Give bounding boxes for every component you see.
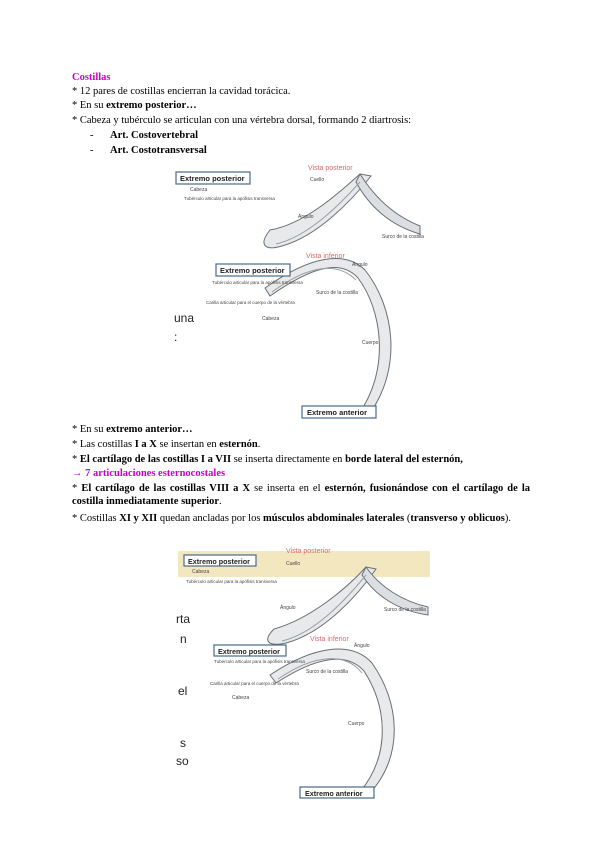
bold-span: músculos abdominales laterales [263,513,405,524]
label-cabeza-2: Cabeza [262,316,280,322]
bold-span: El cartílago de las costillas I a VII [79,454,232,465]
label-cuerpo: Cuerpo [362,340,379,346]
label-cuello: Cuello [310,177,325,183]
label-tuberculo: Tubérculo articular para la apófisis transversa [186,579,277,584]
bold-span: XI y XII [119,513,158,524]
bold-span: borde lateral del esternón, [345,454,463,465]
text-line-i-a-vii [72,453,463,466]
label-angulo-2: Ángulo [352,262,368,268]
bold-span: transverso y oblicuos [410,513,505,524]
text-span: ). [504,513,511,524]
box-label-posterior: Extremo posterior [188,557,250,566]
bold-span: extremo posterior… [106,100,197,111]
margin-fragment: s [180,736,186,750]
label-tuberculo-2: Tubérculo articular para la apófisis transversa [212,280,303,285]
margin-fragment: el [178,684,188,698]
text-span: quedan ancladas por los [157,513,264,524]
label-cabeza: Cabeza [190,187,208,193]
view-label-posterior: Vista posterior [286,548,331,555]
label-tuberculo: Tubérculo articular para la apófisis transversa [184,196,275,201]
rib-figure-1 [170,158,430,424]
bold-span: El cartílago de las costillas VIII a X [81,483,251,494]
margin-fragment: so [176,754,189,768]
text-span: . [218,496,222,507]
label-angulo: Ángulo [280,605,296,611]
margin-fragment: rta [176,612,191,626]
text-span: se inserta directamente en [231,454,346,465]
rib-illustration-1 [170,158,430,424]
box-label-anterior: Extremo anterior [305,789,363,798]
bold-span: extremo anterior… [106,424,193,435]
text-line-viii-a-x [72,482,530,508]
label-carilla: Carilla articular para el cuerpo de la vértebra [210,681,299,686]
text-line-i-a-x [72,438,260,451]
label-cuello: Cuello [286,561,301,567]
text-span: * Costillas [72,513,120,524]
bold-span: esternón [219,439,258,450]
sub-item-costotransversal: - Art. Costotransversal [90,145,207,156]
margin-fragment: : [174,330,178,344]
text-line-esternocostales: → 7 articulaciones esternocostales [72,468,226,479]
margin-fragment: n [180,632,187,646]
label-cabeza: Cabeza [192,569,210,575]
label-surco: Surco de la costilla [384,607,426,613]
text-span: * [72,483,82,494]
text-line-diartrosis: * Cabeza y tubérculo se articulan con una vértebra dorsal, formando 2 diartrosis: [72,115,412,126]
box-label-posterior-2: Extremo posterior [220,266,285,275]
bold-span: Art. Costovertebral [110,130,199,141]
text-span: se inserta en el [250,483,325,494]
box-label-anterior: Extremo anterior [307,408,368,417]
sub-item-costovertebral: - Art. Costovertebral [90,130,199,141]
text-span: * En su [72,100,107,111]
text-line-posterior [72,99,197,112]
section-title: Costillas [72,72,111,83]
view-label-inferior: Vista inferior [306,253,345,260]
rib-illustration-2 [170,543,434,803]
text-span: * En su [72,424,107,435]
text-span: * Las costillas [72,439,135,450]
label-surco: Surco de la costilla [382,234,424,240]
label-cabeza-2: Cabeza [232,695,250,701]
label-angulo: Ángulo [298,214,314,220]
box-label-posterior: Extremo posterior [180,174,245,183]
text-line-xi-xii [72,512,530,525]
bold-span: I a X [134,439,157,450]
rib-figure-2 [170,543,434,803]
bold-span: esternón, fusionándose con el cartílago de la costilla inmediatamente superior [72,483,530,507]
text-span: ( [404,513,411,524]
view-label-posterior: Vista posterior [308,165,353,172]
text-line-pairs: * 12 pares de costillas encierran la cavidad torácica. [72,86,291,97]
box-label-posterior-2: Extremo posterior [218,647,280,656]
margin-fragment: una [174,311,195,325]
label-surco-2: Surco de la costilla [316,290,358,296]
view-label-inferior: Vista inferior [310,636,349,643]
label-carilla: Carilla articular para el cuerpo de la vértebra [206,300,295,305]
text-line-anterior [72,423,193,436]
text-span: . [257,439,261,450]
label-cuerpo: Cuerpo [348,721,365,727]
bold-span: Art. Costotransversal [110,145,207,156]
text-span: * [72,454,80,465]
label-angulo-2: Ángulo [354,643,370,649]
text-span: se insertan en [156,439,220,450]
label-tuberculo-2: Tubérculo articular para la apófisis transversa [214,659,305,664]
label-surco-2: Surco de la costilla [306,669,348,675]
